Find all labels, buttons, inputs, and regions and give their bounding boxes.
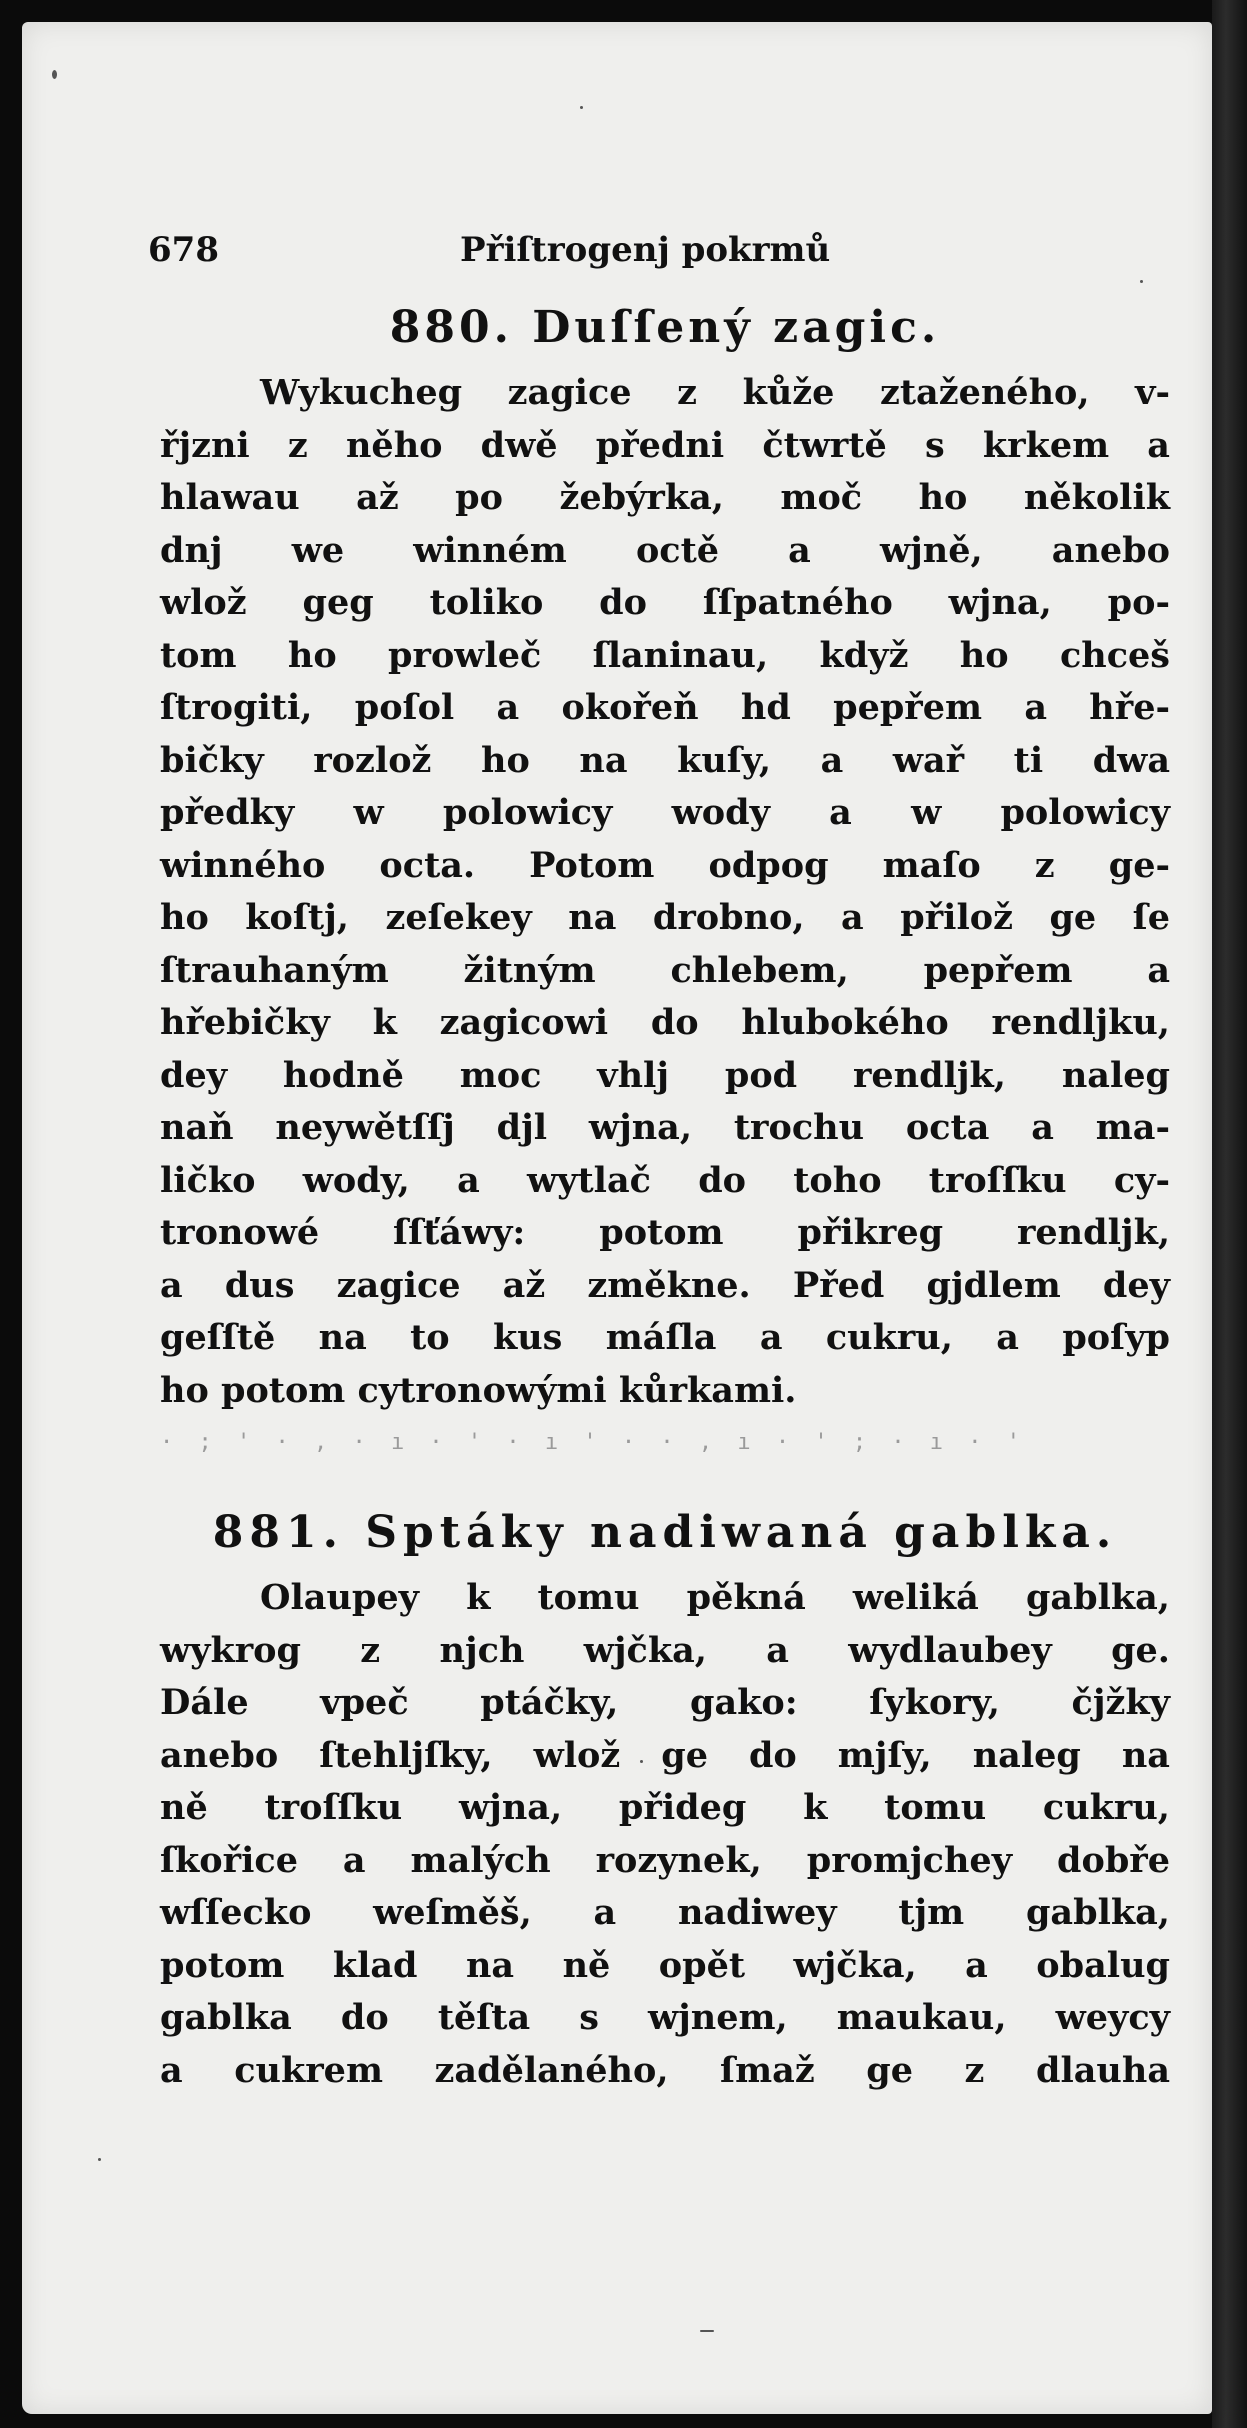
text-line: ličko wody, a wytlač do toho troſſku cy-: [160, 1159, 1170, 1201]
text-line: naň neywětſſj djl wjna, trochu octa a ma-: [160, 1107, 1170, 1148]
running-head: [148, 222, 1170, 282]
text-line: Dále vpeč ptáčky, gako: ſykory, čjžky: [160, 1682, 1170, 1723]
text-line: a dus zagice až změkne. Před gjdlem dey: [160, 1264, 1170, 1306]
text-line: ho koſtj, zeſekey na drobno, a přilož ge ſe: [160, 897, 1170, 938]
book-edge-shadow: [1212, 0, 1247, 2428]
text-line: tronowé ſſťáwy: potom přikreg rendljk,: [160, 1212, 1170, 1253]
text-line: wſſecko weſměš, a nadiwey tjm gablka,: [160, 1892, 1170, 1933]
text-line: a cukrem zadělaného, ſmaž ge z dlauha: [160, 2049, 1170, 2091]
dust-speck: [580, 106, 583, 109]
recipe-heading-881: 881. Sptáky nadiwaná gablka.: [212, 1507, 1118, 1558]
text-line: bičky rozlož ho na kuſy, a wař ti dwa: [160, 739, 1170, 781]
running-title: Přiſtrogenj pokrmů: [460, 230, 831, 270]
dust-speck: [52, 70, 57, 79]
text-line: tom ho prowleč ſlaninau, když ho chceš: [160, 634, 1170, 676]
text-line: anebo ſtehljſky, wlož ge do mjſy, naleg na: [160, 1734, 1170, 1776]
recipe-text-880: [160, 367, 1170, 1417]
bleed-through-marks: · ; ' · , · ı · ' · ı ' · · , ı · ' ; · ı · ': [160, 1430, 1027, 1455]
text-line: gablka do těſta s wjnem, maukau, weycy: [160, 1997, 1170, 2038]
text-line: ſtrauhaným žitným chlebem, pepřem a: [160, 949, 1170, 991]
text-line: hlawau až po žebýrka, moč ho několik: [160, 477, 1170, 518]
page-text: [148, 222, 1170, 2097]
dust-speck: [700, 2330, 714, 2332]
text-line: Olaupey k tomu pěkná weliká gablka,: [260, 1577, 1170, 1618]
text-line: wykrog z njch wjčka, a wydlaubey ge.: [160, 1629, 1170, 1671]
dust-speck: [98, 2158, 101, 2161]
text-line: geſſtě na to kus máſla a cukru, a poſyp: [160, 1317, 1170, 1358]
text-line: wlož geg toliko do ſſpatného wjna, po-: [160, 582, 1170, 623]
recipe-text-881: [160, 1572, 1170, 2097]
text-line: winného octa. Potom odpog maſo z ge-: [160, 844, 1170, 886]
recipe-heading-880: 880. Duſſený zagic.: [389, 302, 941, 353]
text-line: ſtrogiti, poſol a okořeň hd pepřem a hře-: [160, 687, 1170, 728]
text-line: řjzni z něho dwě předni čtwrtě s krkem a: [160, 424, 1170, 466]
text-line: ſkořice a malých rozynek, promjchey dobře: [160, 1839, 1170, 1881]
text-line: předky w polowicy wody a w polowicy: [160, 792, 1170, 833]
text-line: hřebičky k zagicowi do hlubokého rendljku,: [160, 1002, 1170, 1043]
text-line: ně troſſku wjna, přideg k tomu cukru,: [160, 1787, 1170, 1828]
text-line: ho potom cytronowými kůrkami.: [160, 1369, 797, 1411]
text-line: potom klad na ně opět wjčka, a obalug: [160, 1944, 1170, 1986]
page-number: 678: [148, 230, 219, 270]
text-line: dey hodně moc vhlj pod rendljk, naleg: [160, 1054, 1170, 1096]
text-line: Wykucheg zagice z kůže ztaženého, v-: [260, 372, 1170, 413]
text-line: dnj we winném octě a wjně, anebo: [160, 529, 1170, 571]
